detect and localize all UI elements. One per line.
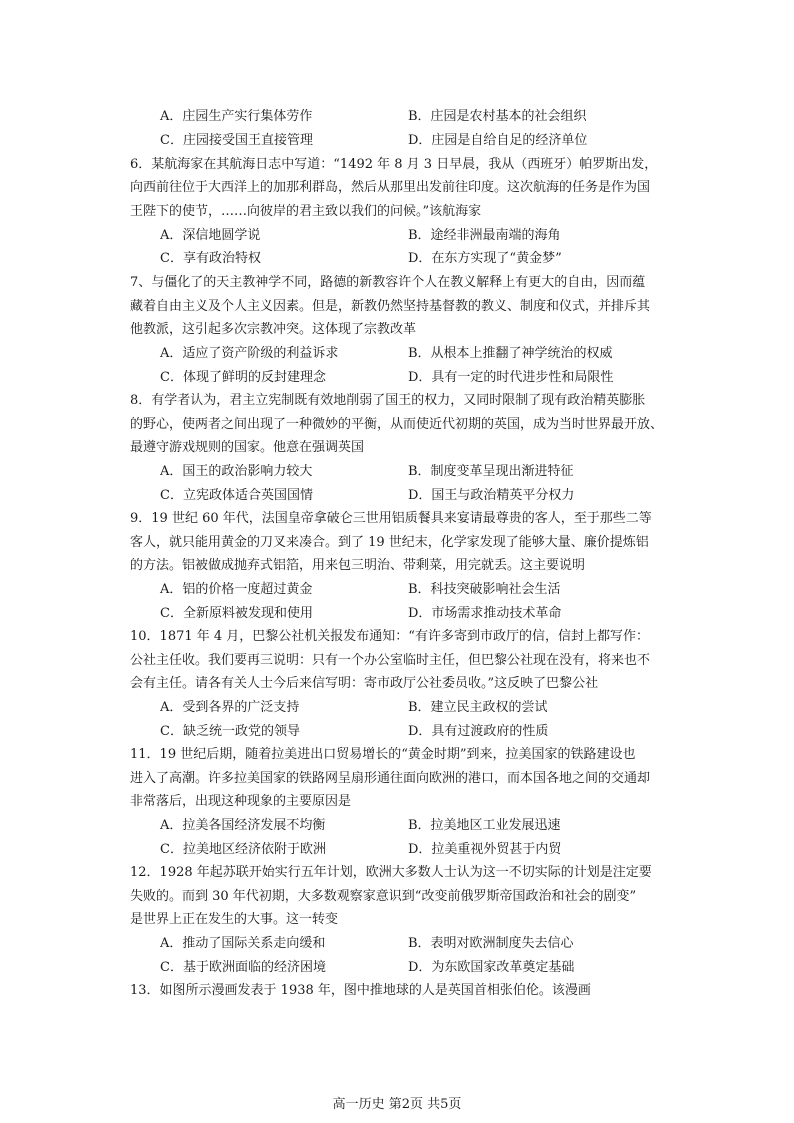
q5-option-d: D．庄园是自给自足的经济单位 bbox=[408, 133, 588, 148]
q10-option-c: C．缺乏统一政党的领导 bbox=[160, 724, 300, 739]
q11-option-c: C．拉美地区经济依附于欧洲 bbox=[160, 842, 326, 857]
q7-stem-line: 藏着自由主义及个人主义因素。但是，新教仍然坚持基督教的教义、制度和仪式，并排斥其 bbox=[130, 299, 651, 314]
q11-option-d: D．拉美重视外贸甚于内贸 bbox=[408, 842, 562, 857]
q10-stem-line: 会有主任。请各有关人士今后来信写明：寄市政厅公社委员收。”这反映了巴黎公社 bbox=[130, 676, 599, 691]
q8-option-b: B．制度变革呈现出渐进特征 bbox=[408, 464, 574, 479]
q6-option-c: C．享有政治特权 bbox=[160, 251, 261, 266]
q6-option-b: B．途经非洲最南端的海角 bbox=[408, 228, 561, 243]
q9-stem-line: 客人，就只能用黄金的刀叉来凑合。到了 19 世纪末，化学家发现了能够大量、廉价提炼铝 bbox=[130, 535, 649, 550]
q12-stem-line: 12．1928 年起苏联开始实行五年计划，欧洲大多数人士认为这一不切实际的计划是注定要 bbox=[130, 865, 652, 880]
q10-stem-line: 公社主任收。我们要再三说明：只有一个办公室临时主任，但巴黎公社现在没有，将来也不 bbox=[130, 653, 651, 668]
q6-stem-line: 向西前往位于大西洋上的加那利群岛，然后从那里出发前往印度。这次航海的任务是作为国 bbox=[130, 180, 651, 195]
q8-stem-line: 8．有学者认为，君主立宪制既有效地削弱了国王的权力，又同时限制了现有政治精英膨胀 bbox=[130, 393, 646, 408]
q10-option-a: A．受到各界的广泛支持 bbox=[160, 700, 300, 715]
q11-stem-line: 非常落后，出现这种现象的主要原因是 bbox=[130, 794, 352, 809]
q9-option-a: A．铝的价格一度超过黄金 bbox=[160, 582, 313, 597]
q9-option-c: C．全新原料被发现和使用 bbox=[160, 606, 313, 621]
q5-option-c: C．庄园接受国王直接管理 bbox=[160, 133, 313, 148]
q13-stem-line: 13．如图所示漫画发表于 1938 年，图中推地球的人是英国首相张伯伦。该漫画 bbox=[130, 983, 591, 998]
q8-option-a: A．国王的政治影响力较大 bbox=[160, 464, 313, 479]
q12-stem-line: 失败的。而到 30 年代初期，大多数观察家意识到“改变前俄罗斯帝国政治和社会的剧变” bbox=[130, 889, 637, 904]
q7-stem-line: 他教派，这引起多次宗教冲突。这体现了宗教改革 bbox=[130, 322, 417, 337]
q11-stem-line: 进入了高潮。许多拉美国家的铁路网呈扇形通往面向欧洲的港口，而本国各地之间的交通却 bbox=[130, 771, 651, 786]
q12-option-c: C．基于欧洲面临的经济困境 bbox=[160, 960, 326, 975]
q11-option-a: A．拉美各国经济发展不均衡 bbox=[160, 818, 326, 833]
q9-stem-line: 的方法。铝被做成抛弃式铝箔，用来包三明治、带剩菜，用完就丢。这主要说明 bbox=[130, 558, 586, 573]
q7-option-a: A．适应了资产阶级的利益诉求 bbox=[160, 346, 339, 361]
q6-option-a: A．深信地圆学说 bbox=[160, 228, 261, 243]
q12-stem-line: 是世界上正在发生的大事。这一转变 bbox=[130, 912, 339, 927]
q7-stem-line: 7、与僵化了的天主教神学不同，路德的新教容许个人在教义解释上有更大的自由，因而蕴 bbox=[130, 275, 646, 290]
q8-stem-line: 最遵守游戏规则的国家。他意在强调英国 bbox=[130, 440, 365, 455]
q8-option-d: D．国王与政治精英平分权力 bbox=[408, 488, 575, 503]
q7-option-c: C．体现了鲜明的反封建理念 bbox=[160, 370, 326, 385]
q7-option-b: B．从根本上推翻了神学统治的权威 bbox=[408, 346, 613, 361]
q9-stem-line: 9．19 世纪 60 年代，法国皇帝拿破仑三世用铝质餐具来宴请最尊贵的客人，至于那些二等 bbox=[130, 511, 652, 526]
q9-option-d: D．市场需求推动技术革命 bbox=[408, 606, 562, 621]
q12-option-b: B．表明对欧洲制度失去信心 bbox=[408, 936, 574, 951]
q8-stem-line: 的野心，使两者之间出现了一种微妙的平衡，从而使近代初期的英国，成为当时世界最开放、 bbox=[130, 417, 664, 432]
q6-stem-line: 6．某航海家在其航海日志中写道：“1492 年 8 月 3 日早晨，我从（西班牙）帕罗斯出发， bbox=[130, 157, 658, 172]
q5-option-b: B．庄园是农村基本的社会组织 bbox=[408, 109, 587, 124]
page-footer: 高一历史 第2页 共5页 bbox=[332, 1097, 462, 1112]
q10-stem-line: 10．1871 年 4 月，巴黎公社机关报发布通知：“有许多寄到市政厅的信，信封上都写作： bbox=[130, 629, 649, 644]
q9-option-b: B．科技突破影响社会生活 bbox=[408, 582, 561, 597]
q11-stem-line: 11．19 世纪后期，随着拉美进出口贸易增长的“黄金时期”到来，拉美国家的铁路建设也 bbox=[130, 747, 636, 762]
q12-option-d: D．为东欧国家改革奠定基础 bbox=[408, 960, 575, 975]
q6-option-d: D．在东方实现了“黄金梦” bbox=[408, 251, 562, 266]
q6-stem-line: 王陛下的使节，……向彼岸的君主致以我们的问候。”该航海家 bbox=[130, 204, 482, 219]
q10-option-d: D．具有过渡政府的性质 bbox=[408, 724, 549, 739]
q12-option-a: A．推动了国际关系走向缓和 bbox=[160, 936, 326, 951]
q11-option-b: B．拉美地区工业发展迅速 bbox=[408, 818, 561, 833]
q7-option-d: D．具有一定的时代进步性和局限性 bbox=[408, 370, 614, 385]
q5-option-a: A．庄园生产实行集体劳作 bbox=[160, 109, 313, 124]
q8-option-c: C．立宪政体适合英国国情 bbox=[160, 488, 313, 503]
q10-option-b: B．建立民主政权的尝试 bbox=[408, 700, 548, 715]
